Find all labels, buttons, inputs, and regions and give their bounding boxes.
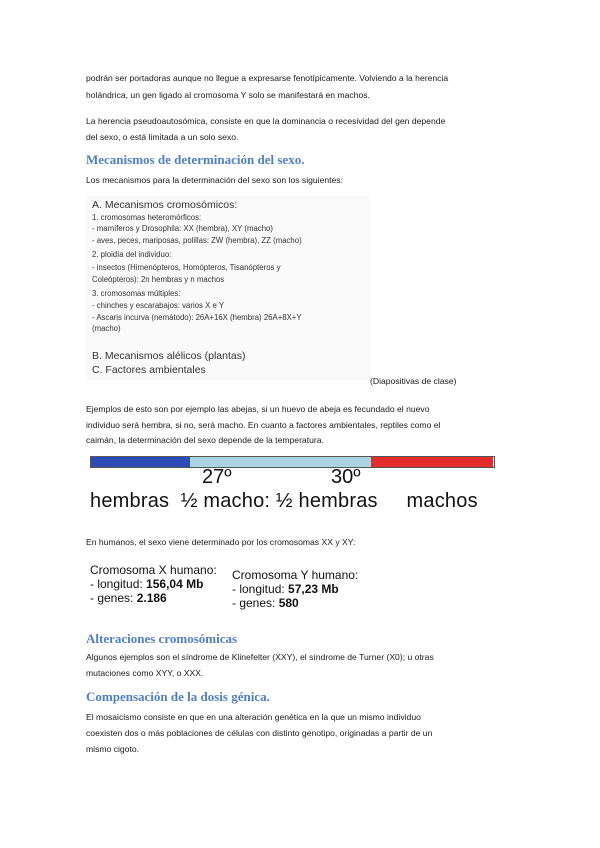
slide-line: 3. cromosomas múltiples: [92, 289, 181, 298]
paragraph-line: mismo cigoto. [86, 744, 140, 754]
paragraph-line: Ejemplos de esto son por ejemplo las abejas, si un huevo de abeja es fecundado el nuevo [86, 404, 430, 414]
slide-line: 1. cromosomas heteromórficos: [92, 213, 202, 222]
value: 156,04 Mb [146, 577, 204, 591]
label: - genes: [232, 596, 279, 610]
chromosome-y-length [232, 582, 358, 596]
temperature-labels-text: hembras ½ macho: ½ hembras machos [90, 490, 478, 512]
paragraph-line: del sexo, o está limitada a un solo sexo. [86, 132, 239, 142]
label: - longitud: [232, 582, 289, 596]
slide-line: - Ascaris incurva (nemátodo): 26A+16X (hembra) 26A+8X+Y [92, 313, 302, 322]
chromosome-y-title: Cromosoma Y humano: [232, 568, 359, 582]
paragraph-line: Los mecanismos para la determinación del sexo son los siguientes: [86, 175, 343, 185]
slide-line: (macho) [92, 324, 121, 333]
section-heading-determination: Mecanismos de determinación del sexo. [86, 152, 305, 167]
paragraph-line: individuo será hembra, si no, será macho. En cuanto a factores ambientales, reptiles como el [86, 420, 441, 430]
paragraph-line: La herencia pseudoautosómica, consiste en que la dominancia o recesividad del gen depende [86, 116, 446, 126]
slide-title-c: C. Factores ambientales [92, 364, 206, 376]
slide-line: - chinches y escarabajos: varios X e Y [92, 301, 225, 310]
slide-line: - mamíferos y Drosophila: XX (hembra), XY (macho) [92, 224, 273, 233]
slide-line: Coleópteros): 2n hembras y n machos [92, 275, 225, 284]
paragraph-line: caimán, la determinación del sexo depende de la temperatura. [86, 435, 324, 445]
value: 580 [278, 596, 299, 610]
chromosome-x-box [90, 563, 217, 605]
section-heading-dosage: Compensación de la dosis génica. [86, 689, 270, 704]
label: - longitud: [90, 577, 147, 591]
slide-line: 2. ploidía del individuo: [92, 250, 172, 259]
temperature-27: 27º [202, 466, 232, 488]
chromosome-x-title: Cromosoma X humano: [90, 563, 217, 577]
slide-title-b: B. Mecanismos alélicos (plantas) [92, 350, 246, 362]
paragraph-line: holándrica, un gen ligado al cromosoma Y solo se manifestará en machos. [86, 90, 370, 100]
temperature-bar-frame [90, 456, 495, 468]
temperature-sex-labels [90, 490, 478, 513]
slide-line: - insectos (Himenópteros, Homópteros, Tisanópteros y [92, 263, 281, 272]
chromosome-x-genes [90, 591, 217, 605]
temperature-30: 30º [331, 466, 361, 488]
slide-title-a: A. Mecanismos cromosómicos: [92, 199, 238, 211]
value: 57,23 Mb [288, 582, 339, 596]
lecture-slide-image [86, 196, 370, 380]
paragraph-line: podrán ser portadoras aunque no llegue a expresarse fenotípicamente. Volviendo a la herencia [86, 73, 449, 83]
paragraph-line: En humanos, el sexo viene determinado por los cromosomas XX y XY: [86, 537, 356, 547]
image-caption: (Diapositivas de clase) [370, 376, 457, 386]
label: - genes: [90, 591, 137, 605]
chromosome-y-box [232, 568, 358, 610]
paragraph-line: coexisten dos o más poblaciones de células con distinto genotipo, originadas a partir de un [86, 728, 433, 738]
paragraph-line: mutaciones como XYY, o XXX. [86, 668, 204, 678]
chromosome-x-length [90, 577, 217, 591]
section-heading-alterations: Alteraciones cromosómicas [86, 631, 238, 646]
value: 2.186 [136, 591, 167, 605]
paragraph-line: Algunos ejemplos son el síndrome de Klinefelter (XXY), el síndrome de Turner (X0); u otras [86, 652, 434, 662]
slide-line: - aves, peces, mariposas, polillas: ZW (hembra), ZZ (macho) [92, 236, 302, 245]
paragraph-line: El mosaicismo consiste en que en una alteración genética en la que un mismo individuo [86, 712, 421, 722]
chromosome-y-genes [232, 596, 358, 610]
